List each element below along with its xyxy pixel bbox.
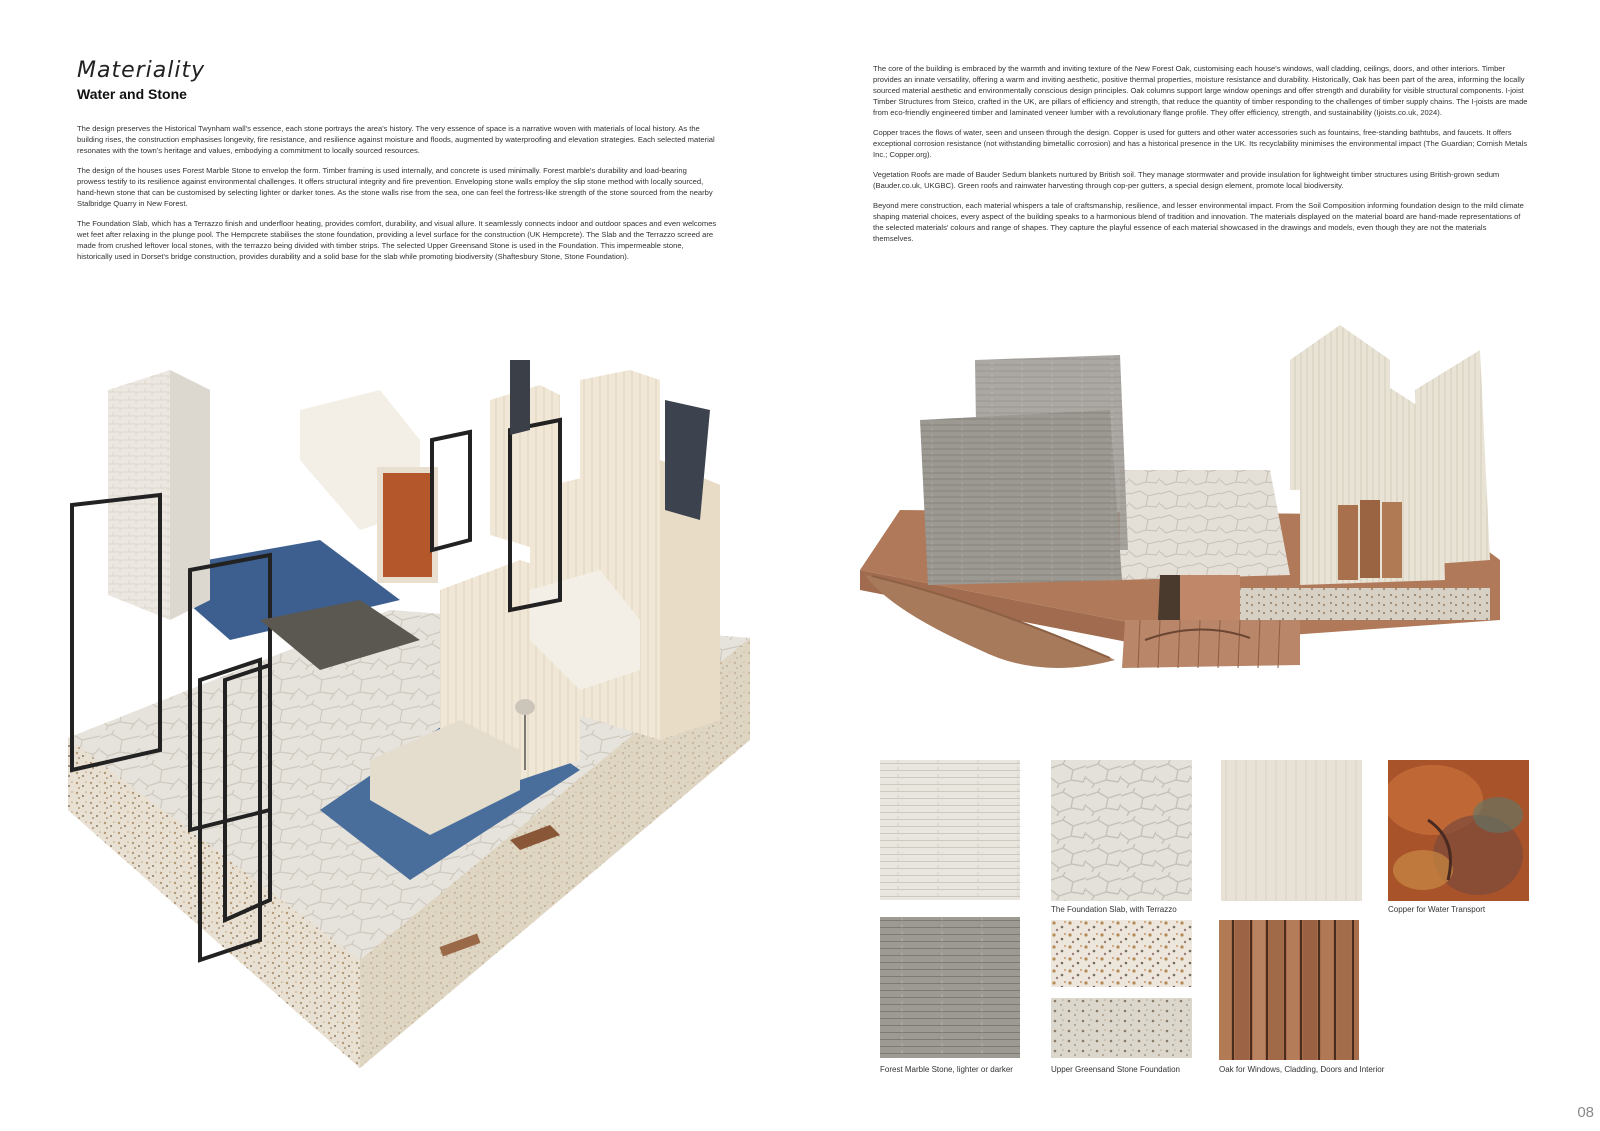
- left-text-column: [77, 123, 717, 271]
- caption-foundation-slab: The Foundation Slab, with Terrazzo: [1051, 905, 1177, 914]
- caption-greensand: Upper Greensand Stone Foundation: [1051, 1065, 1180, 1074]
- page-number: 08: [1577, 1104, 1594, 1121]
- terrazzo-swatch: [1051, 920, 1192, 987]
- paragraph: The design preserves the Historical Twynham wall's essence, each stone portrays the area's history. The very essence of space is a narrative woven with materials of local history. As the building rises, the construction emphasises longevity, fire resistance, and resilience against moisture and floods, augmented by waterproofing and elevation strategies. Each selected material resonates with the town's heritage and values, embodying a commitment to locally sourced resources.: [77, 124, 715, 155]
- oak-planks-swatch: [1219, 920, 1359, 1060]
- physical-model-photo: [860, 320, 1510, 690]
- axonometric-house-render: [60, 340, 760, 1070]
- foundation-slab-crazy-paving-swatch: [1051, 760, 1192, 901]
- page-subtitle: Water and Stone: [77, 86, 187, 102]
- caption-forest-marble: Forest Marble Stone, lighter or darker: [880, 1065, 1013, 1074]
- paragraph: The design of the houses uses Forest Marble Stone to envelop the form. Timber framing is used internally, and concrete is used minimally. Forest marble's durability and load-bearing prowess testify to its resilience against environmental challenges. It offers structural integrity and fire prevention. Enveloping stone walls employ the slip stone method with locally sourced, hand-hewn stone that can be customised by selecting lighter or darker tones. As the stone walls rise from the sea, one can feel the fortress-like strength of the stone sourced from the nearby Stalbridge Quarry in New Forest.: [77, 166, 713, 208]
- paragraph: The core of the building is embraced by the warmth and inviting texture of the New Forest Oak, customising each house's windows, wall cladding, ceilings, doors, and other interiors. Timber provides an innate versatility, offering a warm and inviting aesthetic, positive thermal properties, moisture resistance and durability. Historically, Oak has been part of the area, informing the locally sourced material aesthetic and environmentally conscious design principles. Oak columns support large window openings and offer strength and durability for visible structural components. I-joist Timber Structures from Steico, crafted in the UK, are pillars of efficiency and strength, that reduce the quantity of timber responding to the challenges of timber supply chains. The I-joists are made from eco-friendly engineered timber and laminated veneer lumber with a revolutionary flange profile. They offer efficiency, strength, and sustainability (Ijoists.co.uk, 2024).: [873, 64, 1528, 117]
- paragraph: The Foundation Slab, which has a Terrazzo finish and underfloor heating, provides comfort, durability, and visual allure. It seamlessly connects indoor and outdoor spaces and even welcomes wet feet after relaxing in the plunge pool. The Hempcrete stabilises the stone foundation, providing a level surface for the construction (UK Hempcrete). The Slab and the Terrazzo screed are made from crushed leftover local stones, with the terrazzo being divided with timber strips. The selected Upper Greensand Stone is used in the Foundation. This impermeable stone, historically used in Dorset's bridge construction, provides durability and a solid base for the slab while promoting biodiversity (Shaftesbury Stone, Stone Foundation).: [77, 219, 717, 261]
- paragraph: Copper traces the flows of water, seen and unseen through the design. Copper is used for gutters and other water accessories such as fountains, free-standing bathtubs, and faucets. It offers exceptional corrosion resistance (not withstanding bimetallic corrosion) and has a historical presence in the UK. Its recyclability minimises the environmental impact (The Guardian; Cornish Metals Inc.; Copper.org).: [873, 128, 1528, 159]
- upper-greensand-swatch: [1051, 998, 1192, 1058]
- caption-oak: Oak for Windows, Cladding, Doors and Interior: [1219, 1065, 1385, 1074]
- paragraph: Beyond mere construction, each material whispers a tale of craftsmanship, resilience, and lesser environmental impact. From the Soil Composition informing foundation design to the mild climate shaping material choices, every aspect of the building speaks to a harmonious blend of tradition and innovation. The materials displayed on the material board are hand-made representations of the selected materials' colours and range of shapes. They capture the playful essence of each material showcased in the drawings and models, even though they are not the materials themselves.: [873, 201, 1524, 243]
- copper-swatch: [1388, 760, 1529, 901]
- caption-copper: Copper for Water Transport: [1388, 905, 1486, 914]
- page-title: Materiality: [77, 58, 206, 83]
- right-text-column: [873, 63, 1528, 253]
- forest-marble-dark-swatch: [880, 917, 1020, 1058]
- forest-marble-light-swatch: [880, 760, 1020, 900]
- paragraph: Vegetation Roofs are made of Bauder Sedum blankets nurtured by British soil. They manage stormwater and provide insulation for lightweight timber structures using British-grown sedum (Bauder.co.uk, UKGBC). Green roofs and rainwater harvesting through cop-per gutters, a special design element, promote local biodiversity.: [873, 170, 1500, 190]
- oak-board-light-swatch: [1221, 760, 1362, 901]
